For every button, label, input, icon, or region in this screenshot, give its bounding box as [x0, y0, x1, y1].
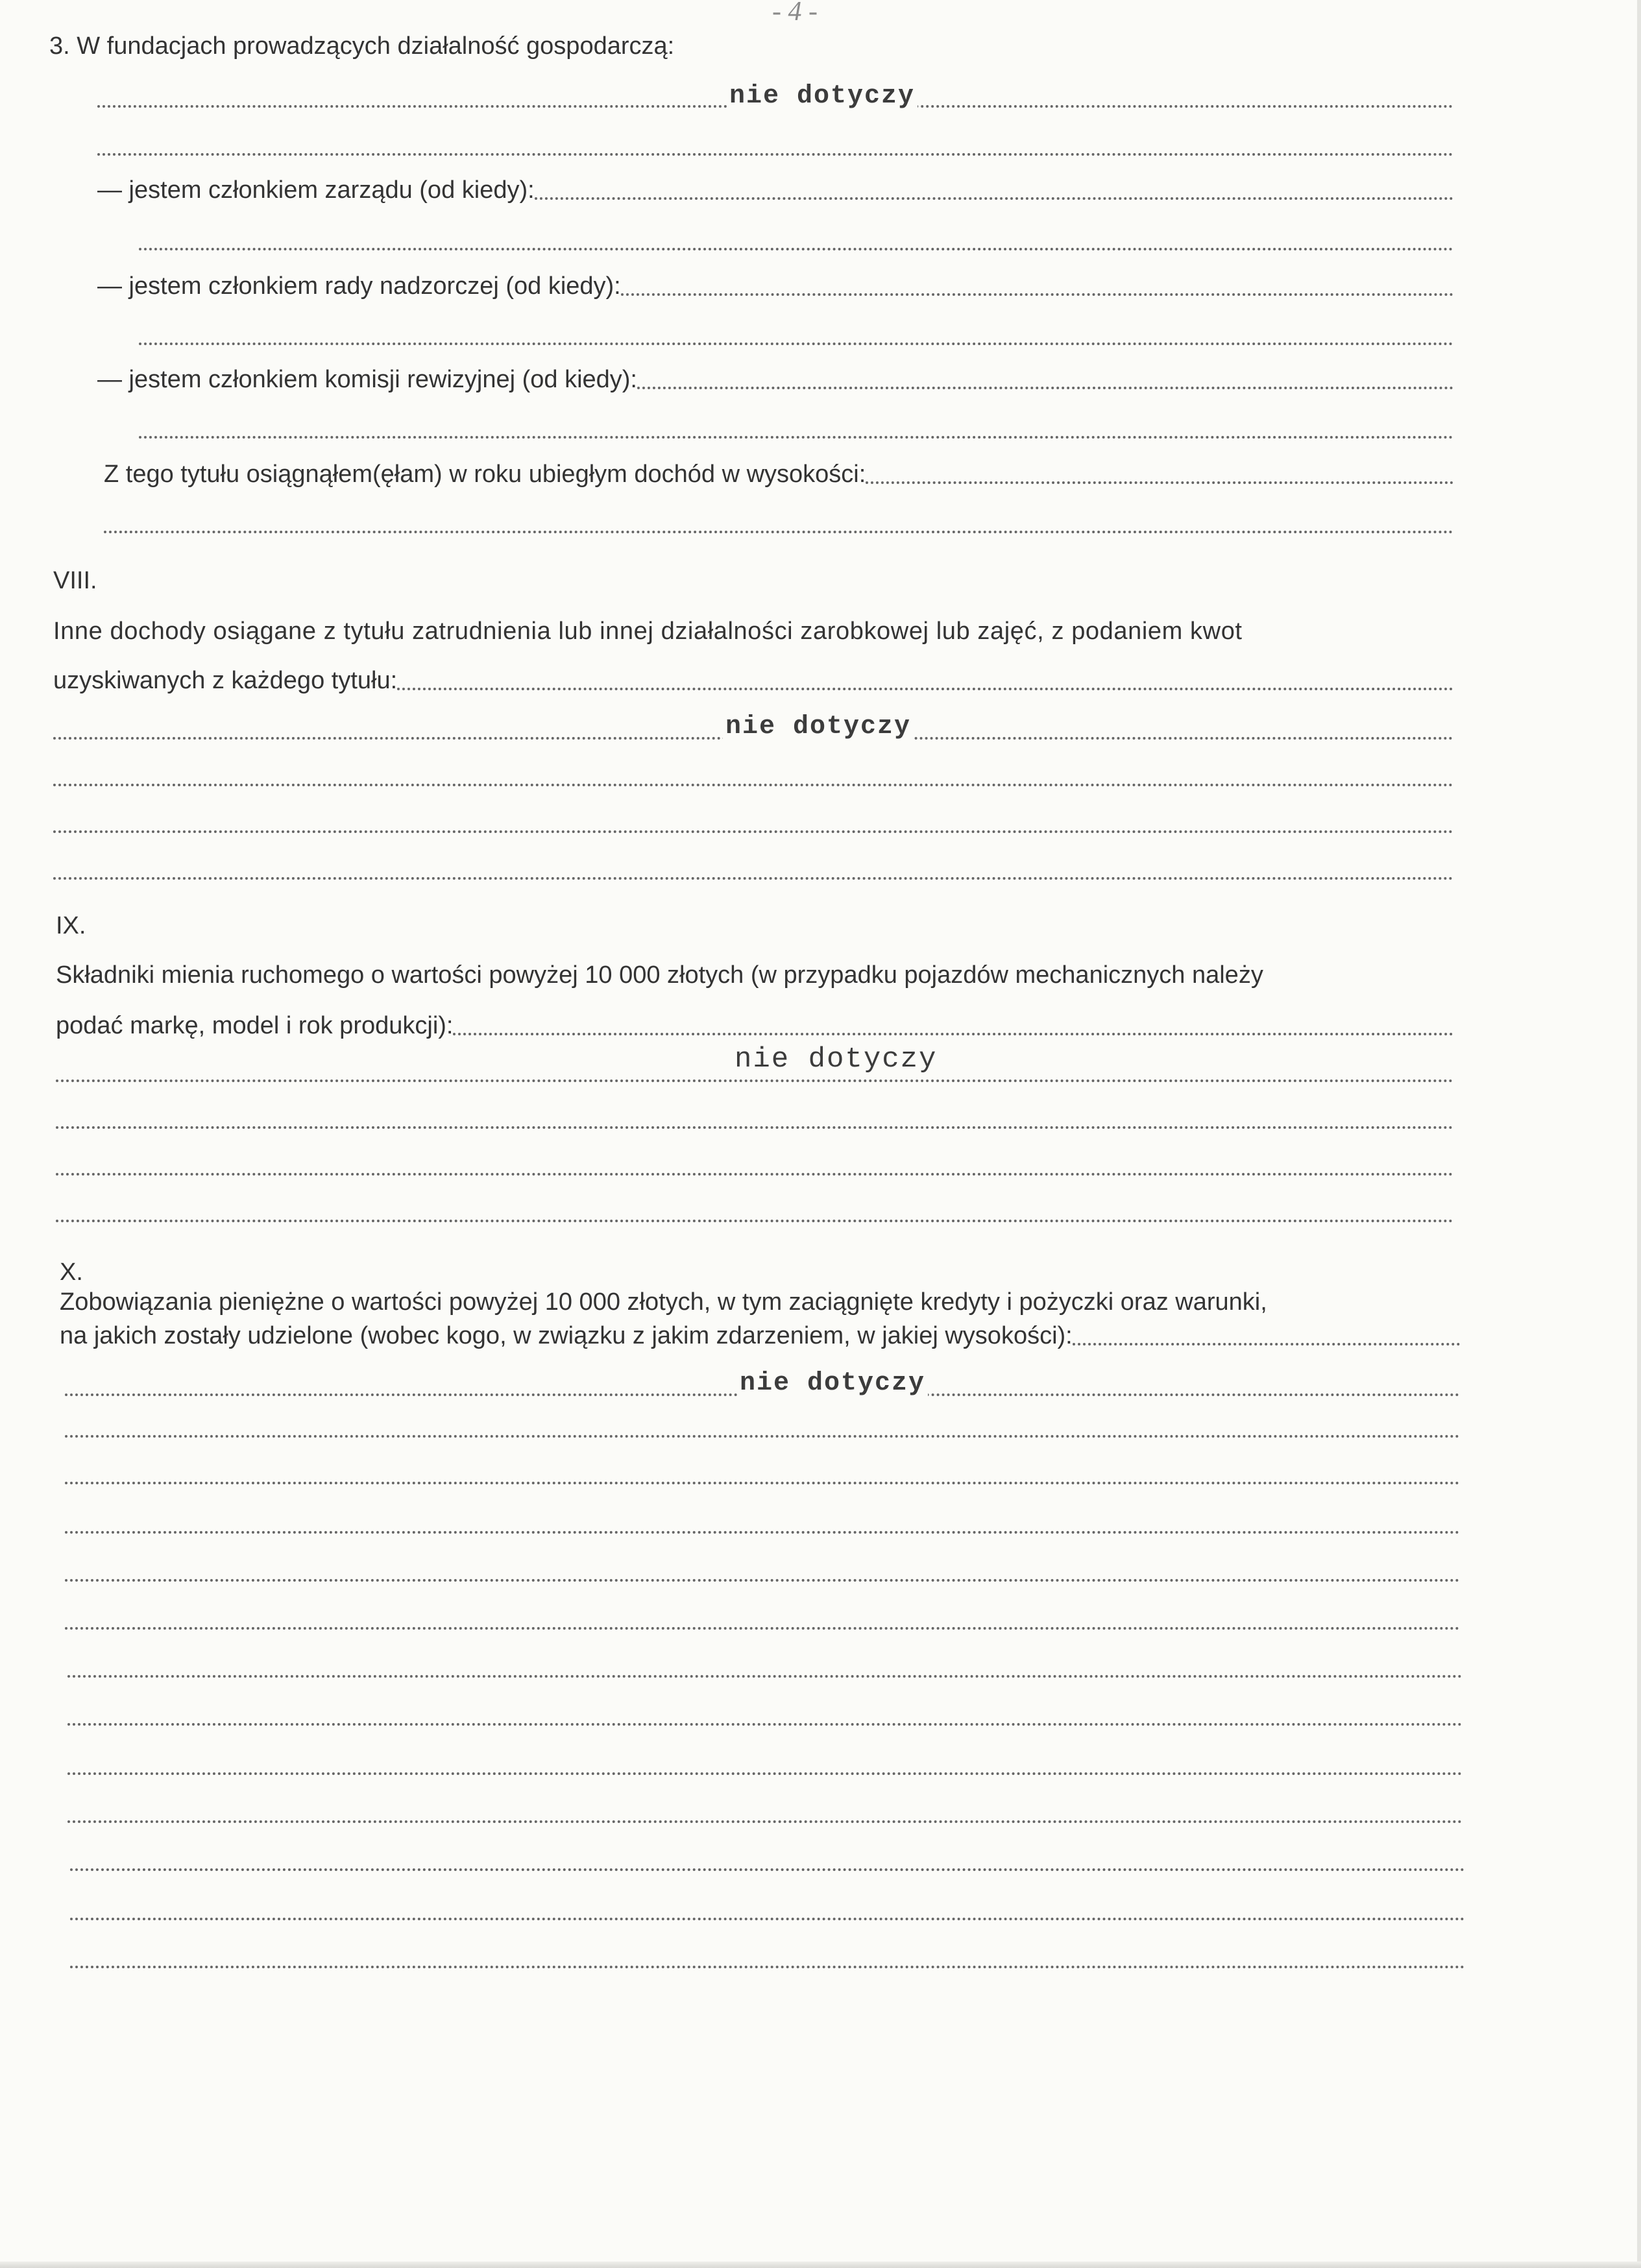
income-label: Z tego tytułu osiągnąłem(ęłam) w roku ubiegłym dochód w wysokości: [104, 461, 866, 488]
dotted-line [56, 1220, 1453, 1222]
dotted-line [56, 1173, 1453, 1176]
dotted-line [70, 1966, 1465, 1968]
page-number: - 4 - [772, 0, 818, 27]
section9-text-line1: Składniki mienia ruchomego o wartości powyżej 10 000 złotych (w przypadku pojazdów mechanicznych należy [56, 961, 1263, 989]
section3-heading: 3. W fundacjach prowadzących działalność gospodarczą: [49, 32, 675, 60]
section10-line2-row [60, 1321, 1460, 1351]
supervisory-board-row [97, 271, 1453, 301]
dotted-line [97, 153, 1453, 156]
dotted-line [397, 688, 1453, 690]
dotted-line [56, 1126, 1453, 1129]
dotted-line [65, 1482, 1460, 1484]
audit-committee-row [97, 365, 1453, 394]
dotted-line [453, 1033, 1453, 1035]
dotted-line [53, 830, 1453, 833]
section9-text-line2: podać markę, model i rok produkcji): [56, 1012, 454, 1039]
board-member-row [97, 175, 1453, 205]
dotted-line [53, 784, 1453, 786]
section8-text-line2: uzyskiwanych z każdego tytułu: [53, 667, 398, 694]
board-member-label: — jestem członkiem zarządu (od kiedy): [97, 176, 535, 204]
dotted-line [53, 877, 1453, 880]
dotted-line [65, 1531, 1460, 1534]
dotted-line [67, 1772, 1463, 1775]
section8-text-line1: Inne dochody osiągane z tytułu zatrudnienia lub innej działalności zarobkowej lub zajęć, z podaniem kwot [53, 618, 1243, 645]
dotted-line [866, 481, 1453, 484]
section10-number: X. [60, 1259, 83, 1286]
dotted-line [621, 293, 1453, 296]
dotted-line [65, 1627, 1460, 1630]
dotted-line [139, 248, 1453, 250]
scan-edge [1637, 0, 1641, 2268]
dotted-line [104, 531, 1453, 533]
section10-text-line1: Zobowiązania pieniężne o wartości powyżej 10 000 złotych, w tym zaciągnięte kredyty i pożyczki oraz warunki, [60, 1288, 1267, 1316]
dotted-line [67, 1675, 1463, 1678]
section9-number: IX. [56, 912, 86, 939]
section8-number: VIII. [53, 567, 97, 594]
dotted-line [1073, 1343, 1460, 1345]
section3-answer: nie dotyczy [727, 82, 918, 111]
scan-bottom-edge [0, 2262, 1641, 2268]
dotted-line [65, 1435, 1460, 1438]
dotted-line [67, 1723, 1463, 1726]
section8-line2-row [53, 666, 1453, 695]
dotted-line [139, 436, 1453, 439]
dotted-line [535, 197, 1453, 200]
dotted-line [139, 343, 1453, 345]
dotted-line [56, 1080, 1453, 1082]
supervisory-board-label: — jestem członkiem rady nadzorczej (od kiedy): [97, 272, 621, 300]
section9-line2-row [56, 1011, 1453, 1041]
dotted-line [637, 387, 1453, 389]
dotted-line [65, 1579, 1460, 1582]
section10-text-line2: na jakich zostały udzielone (wobec kogo, w związku z jakim zdarzeniem, w jakiej wysokości): [60, 1322, 1073, 1349]
section9-answer: nie dotyczy [732, 1043, 940, 1076]
section8-answer: nie dotyczy [723, 712, 914, 742]
section10-answer: nie dotyczy [737, 1369, 928, 1398]
audit-committee-label: — jestem członkiem komisji rewizyjnej (od kiedy): [97, 366, 637, 393]
income-row [104, 459, 1453, 489]
dotted-line [70, 1918, 1465, 1920]
dotted-line [70, 1868, 1465, 1871]
dotted-line [67, 1820, 1463, 1823]
